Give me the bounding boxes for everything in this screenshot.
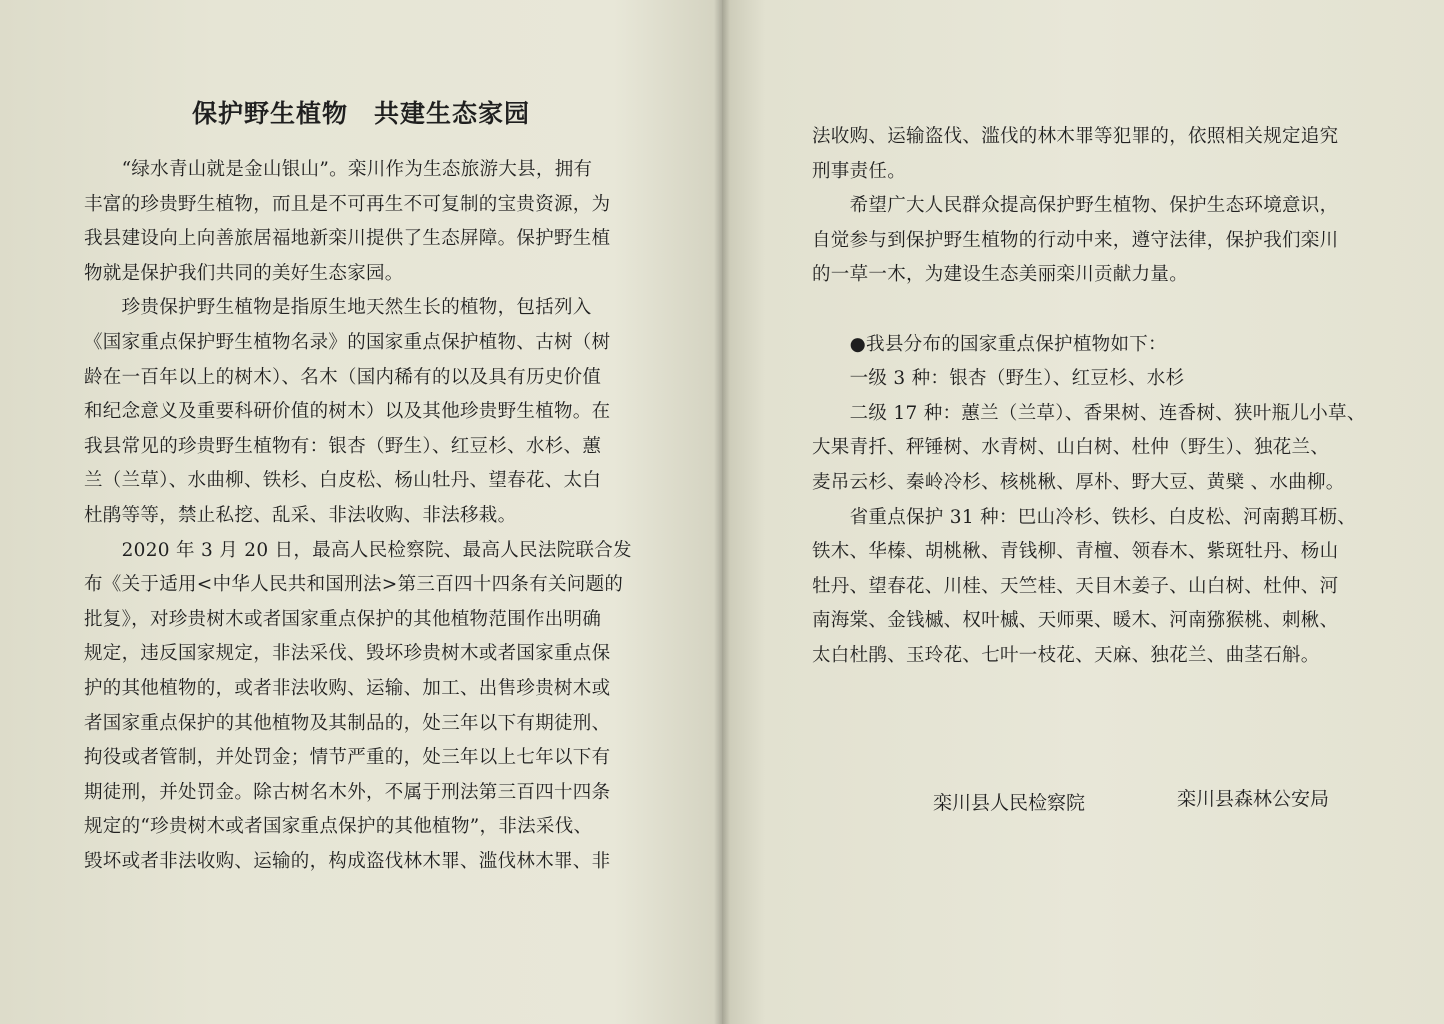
plant-list-heading: ●我县分布的国家重点保护植物如下：: [812, 333, 1167, 355]
text-line: 布《关于适用<中华人民共和国刑法>第三百四十四条有关问题的: [84, 574, 624, 596]
text-line: 二级 17 种：蕙兰（兰草）、香果树、连香树、狭叶瓶儿小草、: [812, 402, 1366, 424]
text-line: 杜鹃等等，禁止私挖、乱采、非法收购、非法移栽。: [84, 504, 517, 526]
text-line: 规定的“珍贵树木或者国家重点保护的其他植物”，非法采伐、: [84, 816, 593, 838]
text-line: 麦吊云杉、秦岭冷杉、核桃楸、厚朴、野大豆、黄檗 、水曲柳。: [812, 471, 1345, 493]
text-line: 珍贵保护野生植物是指原生地天然生长的植物，包括列入: [84, 297, 592, 319]
text-line: 牡丹、望春花、川桂、天竺桂、天目木姜子、山白树、杜仲、河: [812, 575, 1339, 597]
paragraph-spacer: [812, 293, 1372, 328]
text-line: 希望广大人民群众提高保护野生植物、保护生态环境意识，: [812, 195, 1339, 217]
right-body-text: [812, 120, 1372, 674]
text-line: “绿水青山就是金山银山”。栾川作为生态旅游大县，拥有: [84, 159, 593, 180]
text-line: 省重点保护 31 种：巴山冷杉、铁杉、白皮松、河南鹅耳枥、: [812, 506, 1357, 528]
page-title: 保护野生植物 共建生态家园: [191, 99, 530, 128]
page-gutter: [714, 0, 730, 1024]
text-line: 拘役或者管制，并处罚金；情节严重的，处三年以上七年以下有: [84, 747, 611, 769]
signature-procuratorate: 栾川县人民检察院: [933, 792, 1086, 814]
text-line: 的一草一木，为建设生态美丽栾川贡献力量。: [812, 264, 1189, 286]
text-line: 南海棠、金钱槭、权叶槭、天师栗、暖木、河南猕猴桃、刺楸、: [812, 610, 1339, 632]
text-line: 期徒刑，并处罚金。除古树名木外，不属于刑法第三百四十四条: [84, 781, 611, 803]
text-line: 2020 年 3 月 20 日，最高人民检察院、最高人民法院联合发: [84, 539, 632, 561]
text-line: 毁坏或者非法收购、运输的，构成盗伐林木罪、滥伐林木罪、非: [84, 850, 611, 872]
text-line: 我县常见的珍贵野生植物有：银杏（野生）、红豆杉、水杉、蕙: [84, 435, 602, 457]
text-line: 龄在一百年以上的树木）、名木（国内稀有的以及具有历史价值: [84, 366, 602, 388]
text-line: 兰（兰草）、水曲柳、铁杉、白皮松、杨山牡丹、望春花、太白: [84, 470, 602, 492]
left-body-text: [84, 153, 632, 879]
text-line: 刑事责任。: [812, 160, 907, 182]
text-line: 丰富的珍贵野生植物，而且是不可再生不可复制的宝贵资源，为: [84, 193, 611, 215]
text-line: 批复》，对珍贵树木或者国家重点保护的其他植物范围作出明确: [84, 608, 602, 630]
text-line: 大果青扦、秤锤树、水青树、山白树、杜仲（野生）、独花兰、: [812, 437, 1330, 459]
text-line: 规定，违反国家规定，非法采伐、毁坏珍贵树木或者国家重点保: [84, 643, 611, 665]
text-line: 自觉参与到保护野生植物的行动中来，遵守法律，保护我们栾川: [812, 229, 1339, 251]
text-line: 者国家重点保护的其他植物及其制品的，处三年以下有期徒刑、: [84, 712, 611, 734]
text-line: 护的其他植物的，或者非法收购、运输、加工、出售珍贵树木或: [84, 677, 611, 699]
text-line: 《国家重点保护野生植物名录》的国家重点保护植物、古树（树: [84, 331, 611, 353]
text-line: 一级 3 种：银杏（野生）、红豆杉、水杉: [812, 368, 1185, 390]
text-line: 物就是保护我们共同的美好生态家园。: [84, 262, 404, 284]
text-line: 铁木、华榛、胡桃楸、青钱柳、青檀、领春木、紫斑牡丹、杨山: [812, 541, 1339, 563]
text-line: 太白杜鹃、玉玲花、七叶一枝花、天麻、独花兰、曲茎石斛。: [812, 644, 1320, 666]
text-line: 法收购、运输盗伐、滥伐的林木罪等犯罪的，依照相关规定追究: [812, 126, 1339, 147]
text-line: 我县建设向上向善旅居福地新栾川提供了生态屏障。保护野生植: [84, 228, 611, 250]
signature-forest-police: 栾川县森林公安局: [1177, 788, 1330, 810]
text-line: 和纪念意义及重要科研价值的树木）以及其他珍贵野生植物。在: [84, 401, 611, 423]
